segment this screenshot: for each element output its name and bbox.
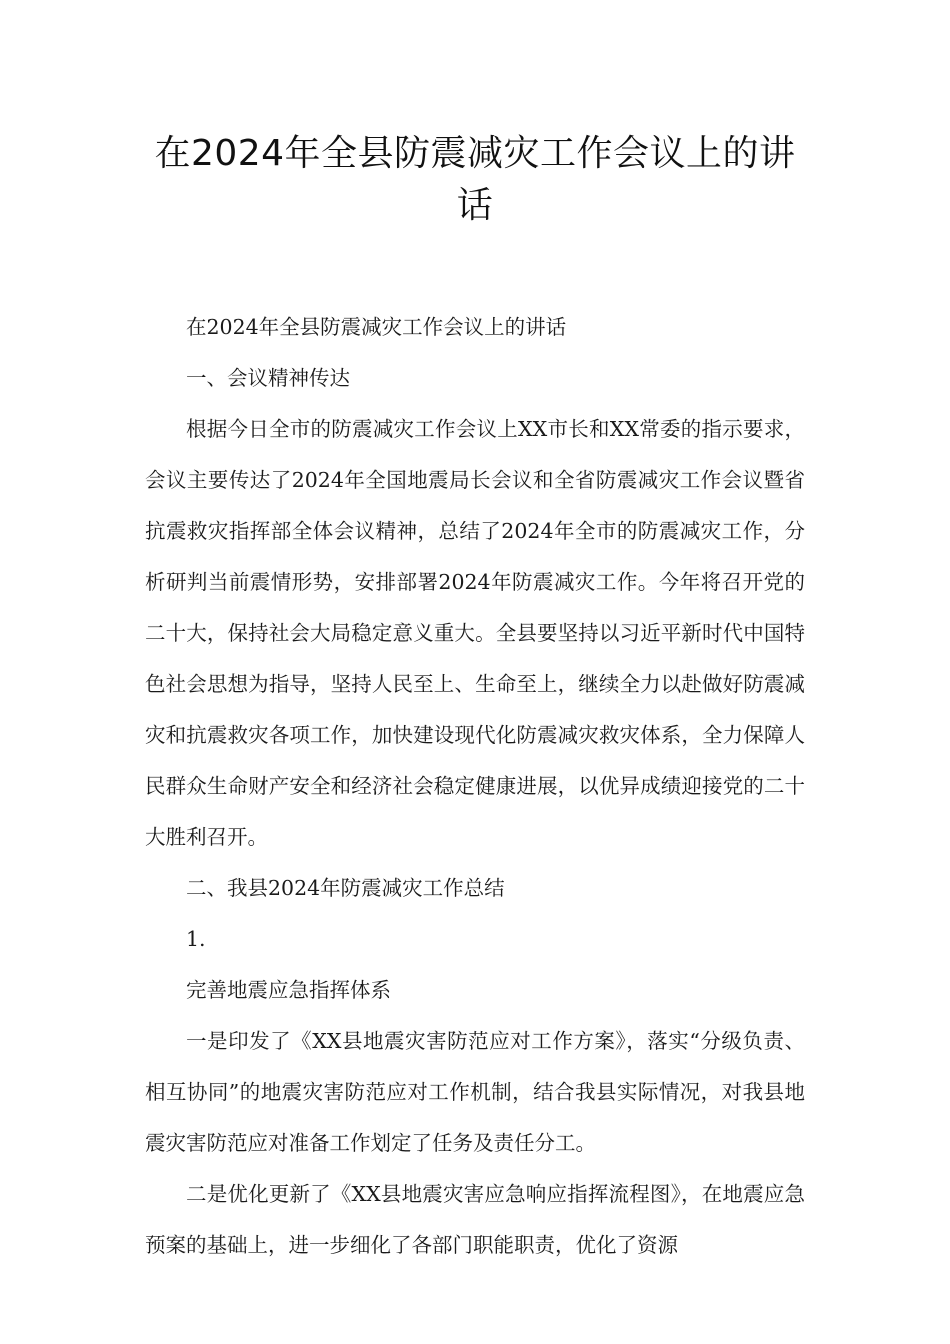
document-body xyxy=(145,302,805,1271)
paragraph-repeat-title: 在2024年全县防震减灾工作会议上的讲话 xyxy=(186,315,567,339)
paragraph-point-two: 二是优化更新了《XX县地震灾害应急响应指挥流程图》，在地震应急预案的基础上，进一步细化了各部门职能职责，优化了资源 xyxy=(145,1182,805,1257)
section-heading-1: 一、会议精神传达 xyxy=(186,366,350,390)
document-title: 在2024年全县防震减灾工作会议上的讲话 xyxy=(154,133,796,226)
list-number-1: 1. xyxy=(186,927,206,951)
paragraph-point-one: 一是印发了《XX县地震灾害防范应对工作方案》，落实“分级负责、相互协同”的地震灾害防范应对工作机制，结合我县实际情况，对我县地震灾害防范应对准备工作划定了任务及责任分工。 xyxy=(145,1029,805,1155)
subheading-command-system: 完善地震应急指挥体系 xyxy=(186,978,391,1002)
section-heading-2: 二、我县2024年防震减灾工作总结 xyxy=(186,876,505,900)
paragraph-meeting-spirit: 根据今日全市的防震减灾工作会议上XX市长和XX常委的指示要求，会议主要传达了2024年全国地震局长会议和全省防震减灾工作会议暨省抗震救灾指挥部全体会议精神，总结了2024年全市的防震减灾工作，分析研判当前震情形势，安排部署2024年防震减灾工作。今年将召开党的二十大，保持社会大局稳定意义重大。全县要坚持以习近平新时代中国特色社会思想为指导，坚持人民至上、生命至上，继续全力以赴做好防震减灾和抗震救灾各项工作，加快建设现代化防震减灾救灾体系，全力保障人民群众生命财产安全和经济社会稳定健康进展，以优异成绩迎接党的二十大胜利召开。 xyxy=(145,417,805,849)
